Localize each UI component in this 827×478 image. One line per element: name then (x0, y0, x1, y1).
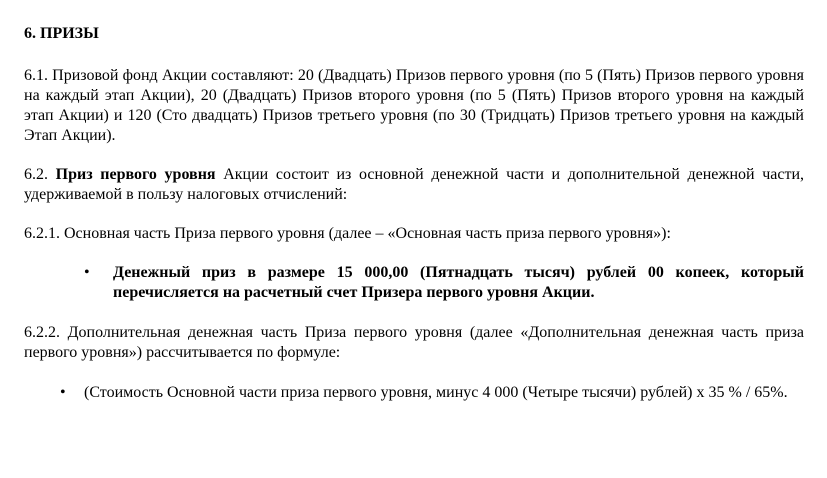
paragraph-6-2 (24, 165, 804, 205)
bullet-icon: • (84, 264, 90, 281)
paragraph-6-2-2: 6.2.2. Дополнительная денежная часть Приза первого уровня (далее «Дополнительная денежная часть приза первого уровня») рассчитывается по формуле: (24, 324, 804, 361)
term-first-level-prize: Приз первого уровня (55, 166, 216, 183)
paragraph-6-2-rest: Акции состоит из основной денежной части и дополнительной денежной части, удерживаемой в пользу налоговых отчислений: (24, 166, 805, 203)
section-heading: 6. ПРИЗЫ (24, 25, 99, 42)
bullet-item-formula (24, 383, 804, 403)
paragraph-6-2-1: 6.2.1. Основная часть Приза первого уровня (далее – «Основная часть приза первого уровня»): (24, 225, 671, 242)
bullet-item-formula-text: (Стоимость Основной части приза первого уровня, минус 4 000 (Четыре тысячи) рублей) х 35 % / 65%. (84, 384, 788, 401)
bullet-item-cash-prize (24, 263, 804, 303)
document-body (24, 24, 804, 403)
paragraph-6-1: 6.1. Призовой фонд Акции составляют: 20 (Двадцать) Призов первого уровня (по 5 (Пять) Призов первого уровня на каждый этап Акции), 20 (Двадцать) Призов второго уровня (по 5 (Пять) Призов второго уровня на каждый этап Акции) и 120 (Сто двадцать) Призов третьего уровня (по 30 (Тридцать) Призов третьего уровня на каждый Этап Акции). (24, 67, 804, 144)
bullet-icon: • (60, 384, 66, 401)
paragraph-6-2-number: 6.2. (24, 166, 56, 183)
bullet-item-cash-prize-text: Денежный приз в размере 15 000,00 (Пятнадцать тысяч) рублей 00 копеек, который перечисляется на расчетный счет Призера первого уровня Акции. (113, 264, 804, 301)
